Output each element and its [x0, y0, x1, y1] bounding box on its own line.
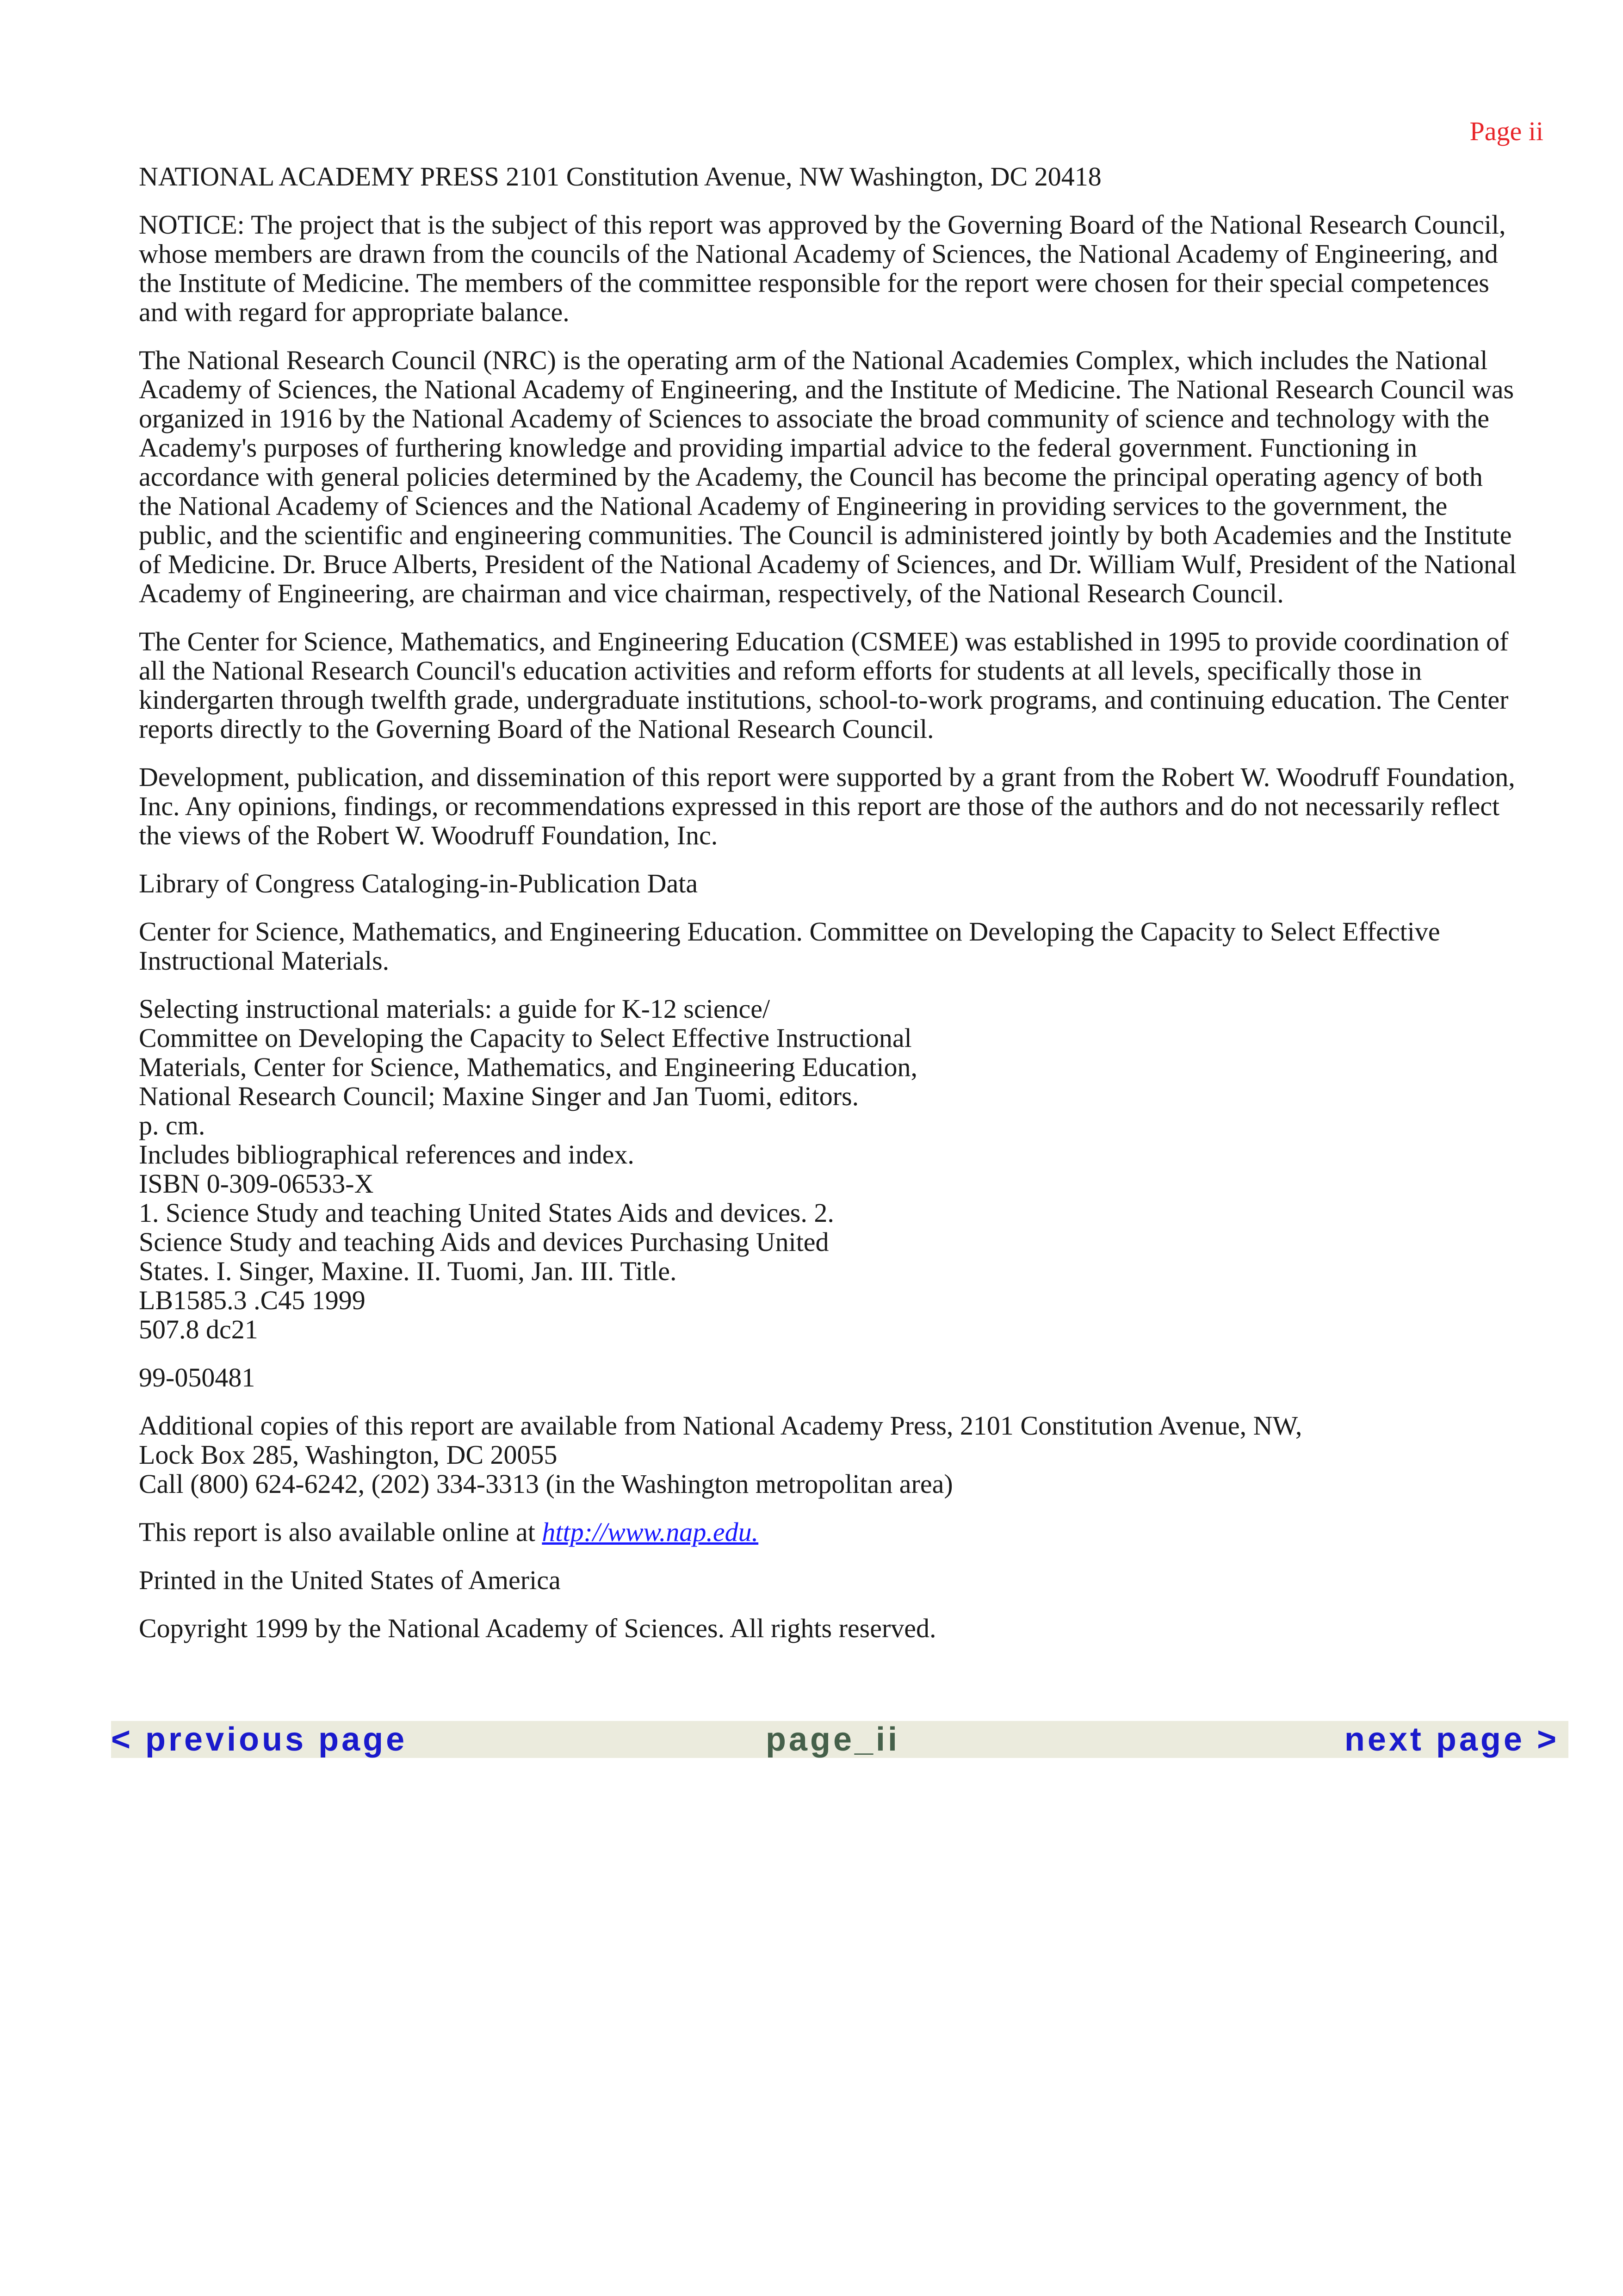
- copies-line: Additional copies of this report are available from National Academy Press, 2101 Constitution Avenue, NW,: [139, 1411, 1302, 1441]
- nap-link[interactable]: http://www.nap.edu.: [542, 1517, 759, 1547]
- nrc-paragraph: The National Research Council (NRC) is the operating arm of the National Academies Complex, which includes the National Academy of Sciences, the National Academy of Engineering, and the Institute of Medicine. The National Research Council was organized in 1916 by the National Academy of Sciences to associate the broad community of science and technology with the Academy's purposes of furthering knowledge and providing impartial advice to the federal government. Functioning in accordance with general policies determined by the Academy, the Council has become the principal operating agency of both the National Academy of Sciences and the National Academy of Engineering in providing services to the government, the public, and the scientific and engineering communities. The Council is administered jointly by both Academies and the Institute of Medicine. Dr. Bruce Alberts, President of the National Academy of Sciences, and Dr. William Wulf, President of the National Academy of Engineering, are chairman and vice chairman, respectively, of the National Research Council.: [139, 345, 1517, 608]
- next-page-link[interactable]: next page >: [1344, 1721, 1559, 1758]
- copies-line: Lock Box 285, Washington, DC 20055: [139, 1440, 558, 1470]
- publisher-address: NATIONAL ACADEMY PRESS 2101 Constitution Avenue, NW Washington, DC 20418: [139, 161, 1102, 192]
- cip-line: Includes bibliographical references and index.: [139, 1139, 634, 1170]
- cip-line: States. I. Singer, Maxine. II. Tuomi, Jan. III. Title.: [139, 1256, 677, 1286]
- cip-number: 99-050481: [139, 1362, 255, 1392]
- previous-page-link[interactable]: < previous page: [111, 1721, 408, 1758]
- cip-line: Science Study and teaching Aids and devices Purchasing United: [139, 1227, 829, 1257]
- copyright-statement: Copyright 1999 by the National Academy of Sciences. All rights reserved.: [139, 1613, 936, 1643]
- cip-line: Materials, Center for Science, Mathematics, and Engineering Education,: [139, 1052, 918, 1082]
- printed-statement: Printed in the United States of America: [139, 1565, 561, 1595]
- online-prefix: This report is also available online at: [139, 1517, 542, 1547]
- cip-line: Committee on Developing the Capacity to Select Effective Instructional: [139, 1023, 912, 1053]
- cip-line: Selecting instructional materials: a guide for K-12 science/: [139, 994, 770, 1024]
- cip-record: [139, 994, 1522, 1344]
- cip-line: ISBN 0-309-06533-X: [139, 1169, 374, 1199]
- funding-paragraph: Development, publication, and dissemination of this report were supported by a grant from the Robert W. Woodruff Foundation, Inc. Any opinions, findings, or recommendations expressed in this report are those of the authors and do not necessarily reflect the views of the Robert W. Woodruff Foundation, Inc.: [139, 762, 1515, 850]
- copies-info: [139, 1411, 1522, 1498]
- current-page-indicator: page_ii: [765, 1721, 900, 1758]
- cip-heading: Library of Congress Cataloging-in-Publication Data: [139, 868, 698, 898]
- cip-author: Center for Science, Mathematics, and Engineering Education. Committee on Developing the Capacity to Select Effective Instructional Materials.: [139, 916, 1440, 976]
- cip-line: National Research Council; Maxine Singer and Jan Tuomi, editors.: [139, 1081, 859, 1111]
- online-availability: [139, 1517, 1522, 1547]
- cip-line: 507.8 dc21: [139, 1314, 258, 1344]
- cip-line: LB1585.3 .C45 1999: [139, 1285, 365, 1315]
- notice-paragraph: NOTICE: The project that is the subject of this report was approved by the Governing Board of the National Research Council, whose members are drawn from the councils of the National Academy of Sciences, the National Academy of Engineering, and the Institute of Medicine. The members of the committee responsible for the report were chosen for their special competences and with regard for appropriate balance.: [139, 210, 1506, 327]
- page-number-label: Page ii: [1469, 116, 1543, 146]
- cip-line: 1. Science Study and teaching United States Aids and devices. 2.: [139, 1198, 834, 1228]
- cip-line: p. cm.: [139, 1110, 205, 1140]
- document-body: [139, 162, 1522, 1662]
- csmee-paragraph: The Center for Science, Mathematics, and Engineering Education (CSMEE) was established in 1995 to provide coordination of all the National Research Council's education activities and reform efforts for students at all levels, specifically those in kindergarten through twelfth grade, undergraduate institutions, school-to-work programs, and continuing education. The Center reports directly to the Governing Board of the National Research Council.: [139, 626, 1509, 744]
- page-navigation-bar: [111, 1721, 1568, 1758]
- copies-line: Call (800) 624-6242, (202) 334-3313 (in the Washington metropolitan area): [139, 1469, 953, 1499]
